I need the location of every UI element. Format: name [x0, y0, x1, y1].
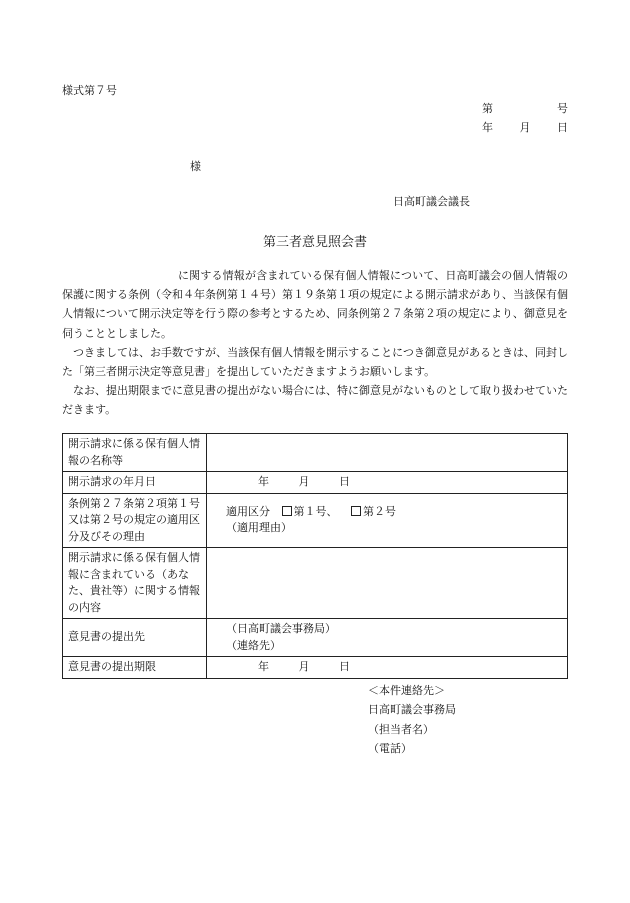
request-date-day: 日	[339, 475, 350, 488]
checkbox-icon[interactable]	[351, 506, 361, 516]
category-reason: （適用理由）	[226, 521, 292, 535]
category-options	[212, 504, 562, 521]
body-paragraph-2: つきましては、お手数ですが、当該保有個人情報を開示することにつき御意見があるときは、同封した「第三者開示決定等意見書」を提出していただきますようお願いします。	[62, 345, 568, 379]
submission-deadline-value	[207, 657, 568, 679]
table-row	[63, 619, 568, 657]
option-1-label: 第１号、	[293, 504, 338, 518]
body-paragraph-3: なお、提出期限までに意見書の提出がない場合には、特に御意見がないものとして取り扱わせていただきます。	[62, 384, 568, 417]
contact-phone: （電話）	[368, 741, 412, 755]
table-row	[63, 472, 568, 494]
contact-heading: ＜本件連絡先＞	[368, 684, 445, 697]
table-row	[63, 493, 568, 548]
document-date-year: 年	[482, 121, 493, 134]
checkbox-icon[interactable]	[282, 506, 292, 516]
request-date-value	[207, 472, 568, 494]
row-label-submission-address: 意見書の提出先	[63, 619, 207, 657]
body-paragraph-1: に関する情報が含まれている保有個人情報について、日高町議会の個人情報の保護に関する条例（令和４年条例第１４号）第１９条第１項の規定による開示請求があり、当該保有個人情報について開示決定等を行う際の参考とするため、同条例第２７条第２項の規定により、御意見を伺うこととしました。	[62, 269, 568, 340]
row-label-info-content: 開示請求に係る保有個人情報に含まれている（あなた、貴社等）に関する情報の内容	[63, 548, 207, 619]
deadline-month: 月	[298, 660, 310, 673]
contact-person: （担当者名）	[368, 722, 434, 736]
deadline-year: 年	[258, 660, 269, 673]
row-label-request-date: 開示請求の年月日	[63, 472, 207, 494]
row-label-applicable-category: 条例第２７条第２項第１号又は第２号の規定の適用区分及びその理由	[63, 493, 207, 548]
inquiry-table	[62, 433, 568, 679]
row-label-info-name: 開示請求に係る保有個人情報の名称等	[63, 434, 207, 472]
option-1[interactable]	[282, 505, 338, 518]
request-date-month: 月	[298, 475, 310, 488]
option-2[interactable]	[351, 505, 396, 518]
table-row	[63, 434, 568, 472]
submission-office: （日高町議会事務局）	[226, 622, 336, 635]
document-date	[482, 119, 568, 135]
info-name-value	[207, 434, 568, 472]
table-row	[63, 657, 568, 679]
submission-contact: （連絡先）	[226, 638, 281, 652]
option-2-label: 第２号	[363, 504, 396, 518]
sender: 日高町議会議長	[393, 195, 470, 208]
row-label-submission-deadline: 意見書の提出期限	[63, 657, 207, 679]
deadline-day: 日	[339, 660, 350, 673]
submission-address-value	[207, 619, 568, 657]
document-title: 第三者意見照会書	[262, 235, 367, 250]
contact-block	[368, 681, 456, 758]
form-number: 様式第７号	[62, 84, 117, 97]
info-content-value	[207, 548, 568, 619]
category-label: 適用区分	[226, 504, 270, 518]
document-date-day: 日	[557, 121, 568, 134]
request-date-year: 年	[258, 475, 269, 488]
applicable-category-value	[207, 493, 568, 548]
body-text	[62, 266, 568, 420]
document-number-prefix: 第	[482, 102, 493, 115]
table-row	[63, 548, 568, 619]
document-number	[482, 100, 568, 116]
document-date-month: 月	[519, 121, 531, 134]
addressee: 様	[190, 160, 201, 173]
document-number-suffix: 号	[557, 102, 568, 115]
contact-office: 日高町議会事務局	[368, 703, 456, 717]
